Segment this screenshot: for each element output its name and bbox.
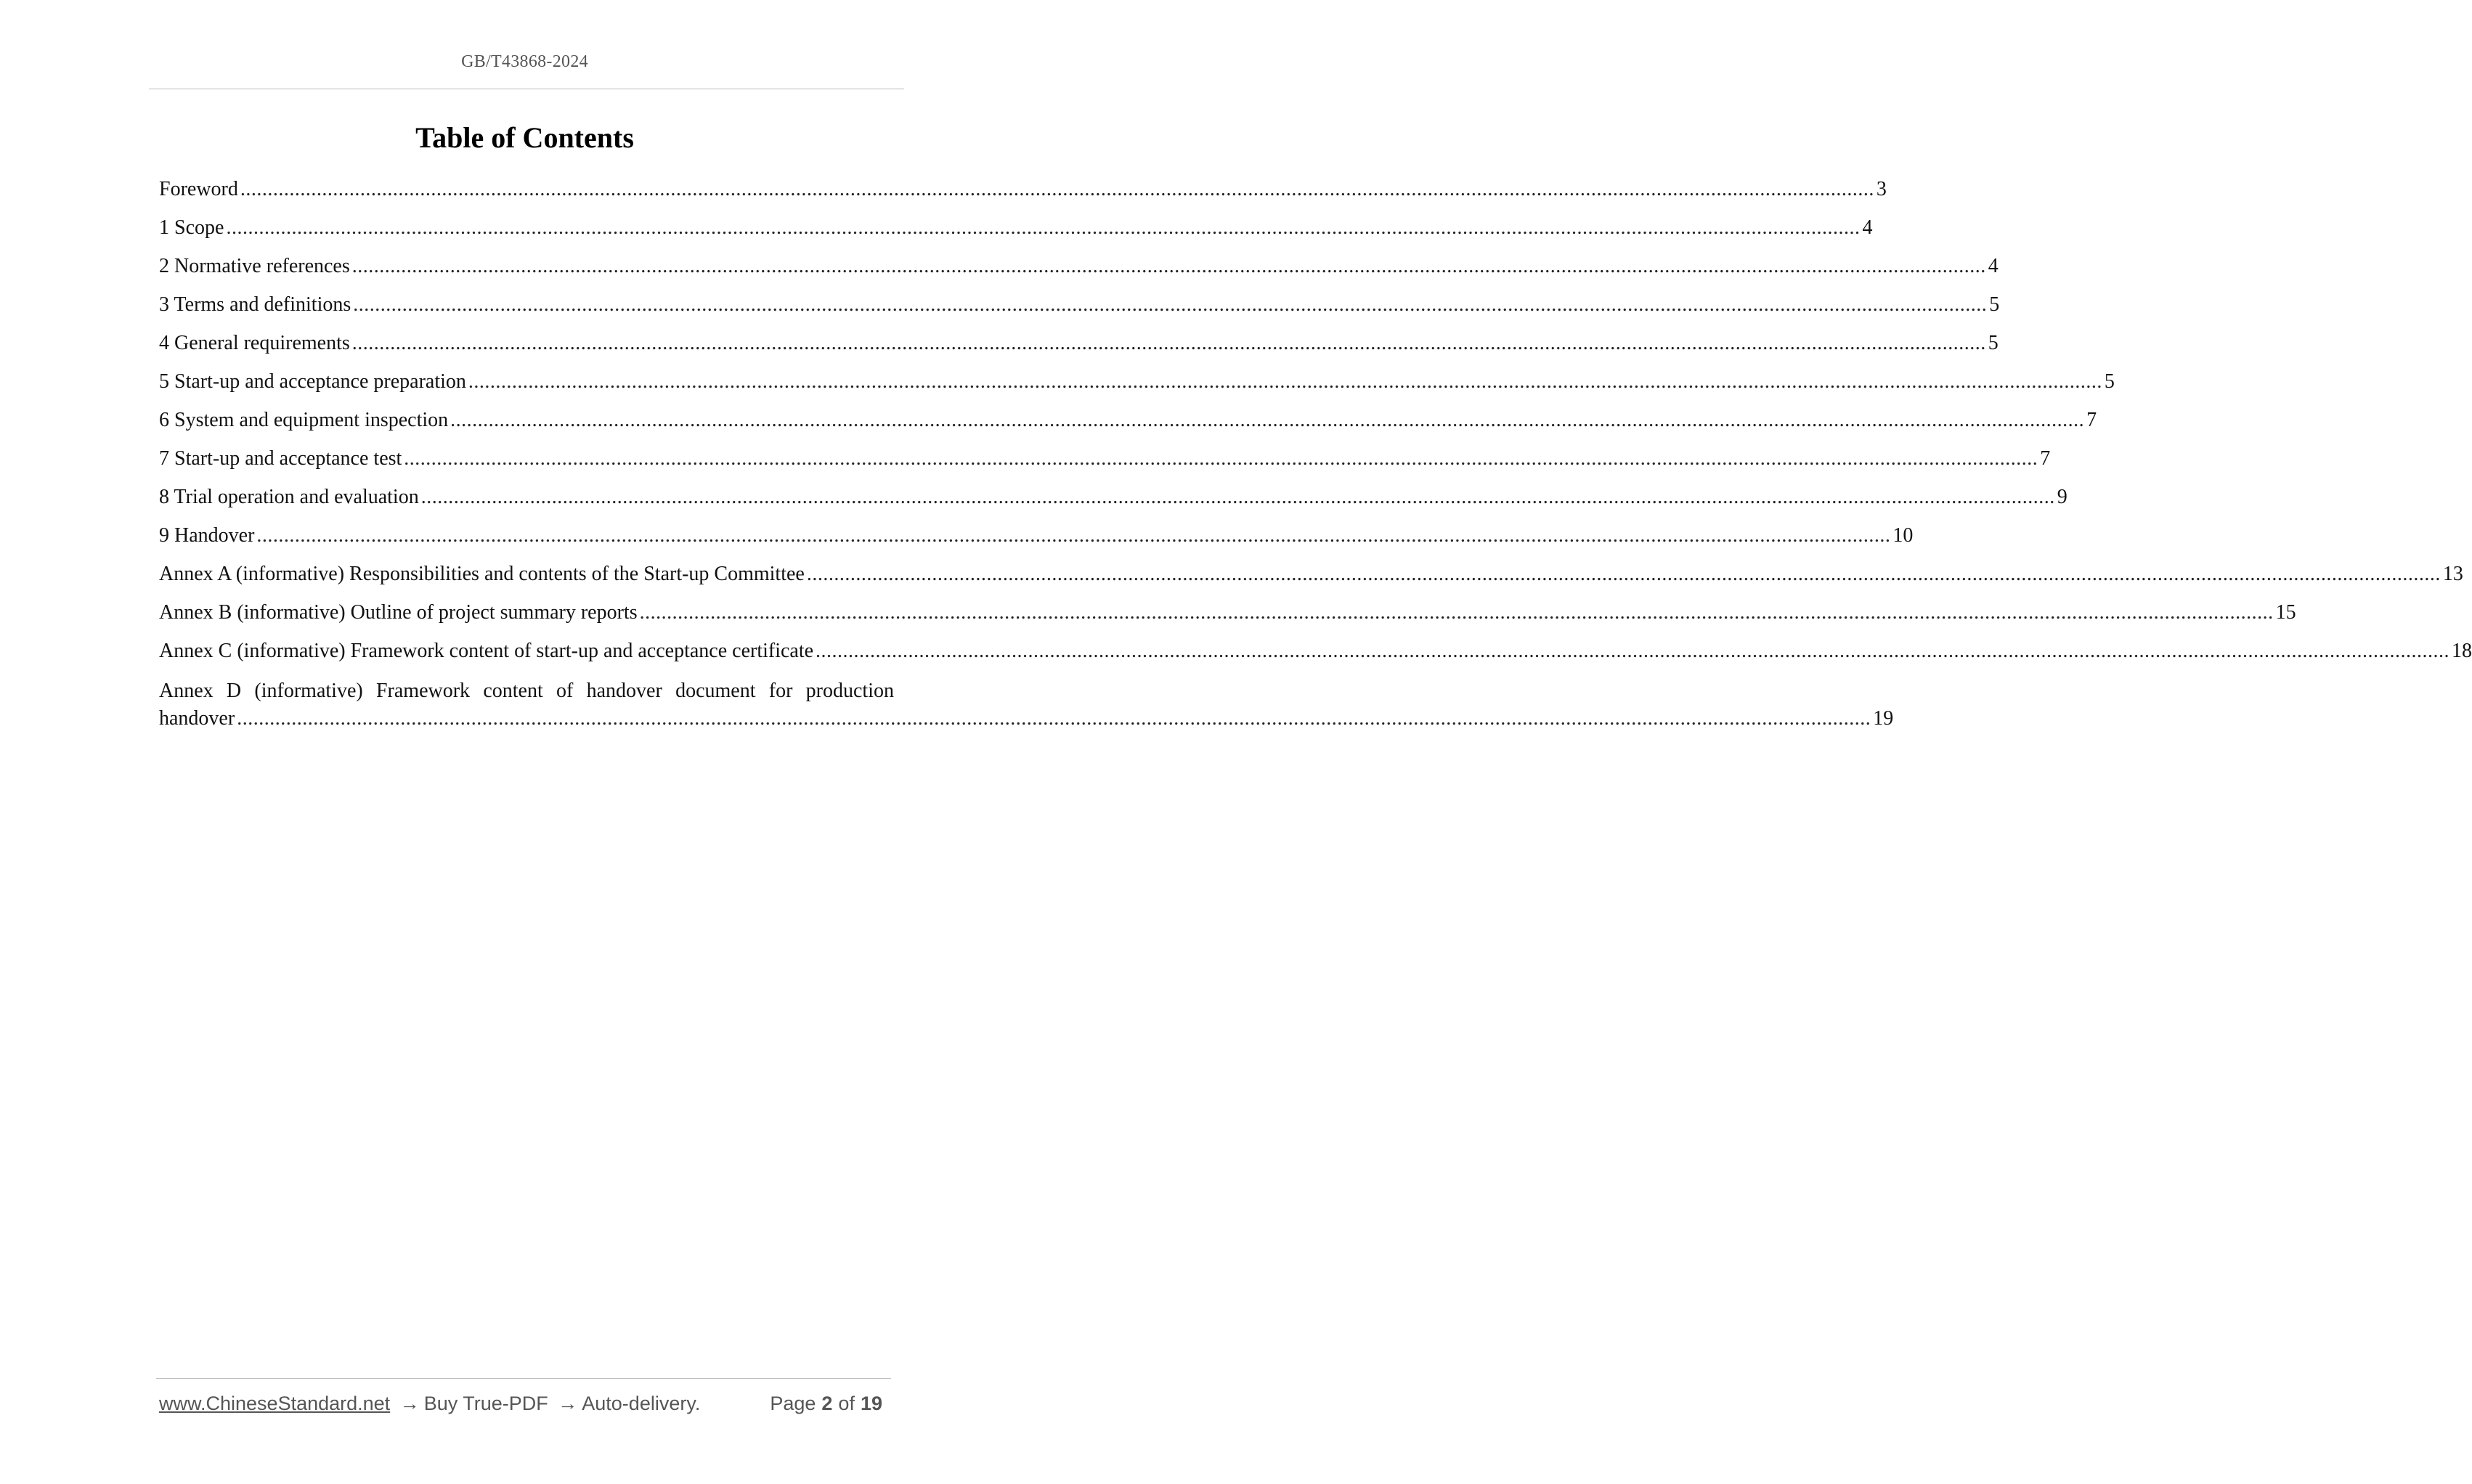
toc-entry-label: Annex C (informative) Framework content of start-up and acceptance certificate — [159, 640, 814, 662]
toc-entry-annex-d[interactable] — [159, 680, 1894, 730]
toc-entry-label: 4 General requirements — [159, 332, 350, 354]
toc-entry[interactable] — [159, 640, 2472, 678]
toc-dot-leader: ............................................................................................................................................................................................................................................................................................................ — [351, 255, 1986, 277]
buy-true-pdf-text: Buy True-PDF — [423, 1393, 548, 1414]
toc-entry-label: 1 Scope — [159, 216, 224, 239]
toc-entry-label: 3 Terms and definitions — [159, 293, 351, 316]
document-code-header: GB/T43868-2024 — [461, 52, 588, 71]
toc-entry-page-number: 10 — [1892, 524, 1914, 547]
page-title: Table of Contents — [415, 121, 634, 154]
toc-entry[interactable] — [159, 447, 2051, 486]
toc-entry-page-number: 4 — [1988, 255, 1999, 277]
toc-entry-label: 8 Trial operation and evaluation — [159, 486, 419, 508]
footer-divider — [156, 1378, 891, 1379]
toc-dot-leader: ............................................................................................................................................................................................................................................................................................................ — [816, 640, 2450, 662]
toc-dot-leader: ............................................................................................................................................................................................................................................................................................................ — [256, 524, 1891, 547]
toc-entry-page-number: 15 — [2275, 601, 2296, 624]
total-page-count: 19 — [860, 1393, 882, 1414]
toc-entry-label: Annex B (informative) Outline of project summary reports — [159, 601, 638, 624]
toc-entry[interactable] — [159, 524, 1914, 563]
toc-dot-leader: ............................................................................................................................................................................................................................................................................................................ — [404, 447, 2038, 470]
toc-entry-label-line2: handover — [159, 707, 235, 730]
toc-dot-leader: ............................................................................................................................................................................................................................................................................................................ — [226, 216, 1861, 239]
toc-entry[interactable] — [159, 370, 2115, 409]
toc-entry[interactable] — [159, 255, 1999, 293]
current-page-number: 2 — [821, 1393, 833, 1414]
toc-dot-leader: ............................................................................................................................................................................................................................................................................................................ — [240, 178, 1874, 200]
toc-dot-leader: ............................................................................................................................................................................................................................................................................................................ — [237, 707, 1871, 730]
toc-entry-page-number: 18 — [2452, 640, 2472, 662]
website-link[interactable]: www.ChineseStandard.net — [159, 1393, 391, 1414]
toc-entry-label: 2 Normative references — [159, 255, 350, 277]
toc-entry[interactable] — [159, 601, 2296, 640]
auto-delivery-text: Auto-delivery. — [582, 1393, 701, 1414]
toc-dot-leader: ............................................................................................................................................................................................................................................................................................................ — [468, 370, 2102, 393]
toc-entry[interactable] — [159, 216, 1873, 255]
toc-dot-leader: ............................................................................................................................................................................................................................................................................................................ — [351, 332, 1986, 354]
toc-entry[interactable] — [159, 332, 1999, 370]
toc-entry-label: Annex A (informative) Responsibilities and contents of the Start-up Committee — [159, 563, 805, 585]
toc-entry-page-number: 7 — [2086, 409, 2097, 431]
toc-entry-page-number: 7 — [2040, 447, 2051, 470]
toc-entry-page-number: 9 — [2057, 486, 2068, 508]
toc-dot-leader: ............................................................................................................................................................................................................................................................................................................ — [806, 563, 2441, 585]
toc-dot-leader: ............................................................................................................................................................................................................................................................................................................ — [353, 293, 1988, 316]
toc-entry-page-number: 5 — [1989, 293, 2000, 316]
toc-dot-leader: ............................................................................................................................................................................................................................................................................................................ — [420, 486, 2055, 508]
toc-entry-page-number: 13 — [2442, 563, 2463, 585]
toc-dot-leader: ............................................................................................................................................................................................................................................................................................................ — [639, 601, 2274, 624]
table-of-contents — [159, 178, 2472, 730]
toc-entry-label: Foreword — [159, 178, 238, 200]
toc-entry-label-line1: Annex D (informative) Framework content of handover document for production — [159, 680, 894, 702]
page-of-word: of — [838, 1393, 855, 1414]
toc-entry-label: 9 Handover — [159, 524, 255, 547]
toc-entry[interactable] — [159, 563, 2463, 601]
toc-entry-page-number: 4 — [1862, 216, 1873, 239]
page-word: Page — [770, 1393, 816, 1414]
arrow-right-icon: → — [558, 1393, 578, 1414]
toc-entry[interactable] — [159, 178, 1887, 216]
toc-entry-page-number: 5 — [2104, 370, 2115, 393]
toc-entry[interactable] — [159, 409, 2097, 447]
page-footer — [159, 1393, 893, 1415]
toc-entry[interactable] — [159, 486, 2068, 524]
page-indicator — [770, 1393, 893, 1415]
arrow-right-icon: → — [399, 1393, 420, 1414]
toc-entry-label: 5 Start-up and acceptance preparation — [159, 370, 466, 393]
toc-entry-label: 6 System and equipment inspection — [159, 409, 449, 431]
toc-dot-leader: ............................................................................................................................................................................................................................................................................................................ — [450, 409, 2085, 431]
toc-entry-label: 7 Start-up and acceptance test — [159, 447, 402, 470]
toc-entry-page-number: 19 — [1873, 707, 1894, 730]
toc-entry-page-number: 3 — [1876, 178, 1887, 200]
toc-entry[interactable] — [159, 293, 2000, 332]
toc-entry-page-number: 5 — [1988, 332, 1999, 354]
